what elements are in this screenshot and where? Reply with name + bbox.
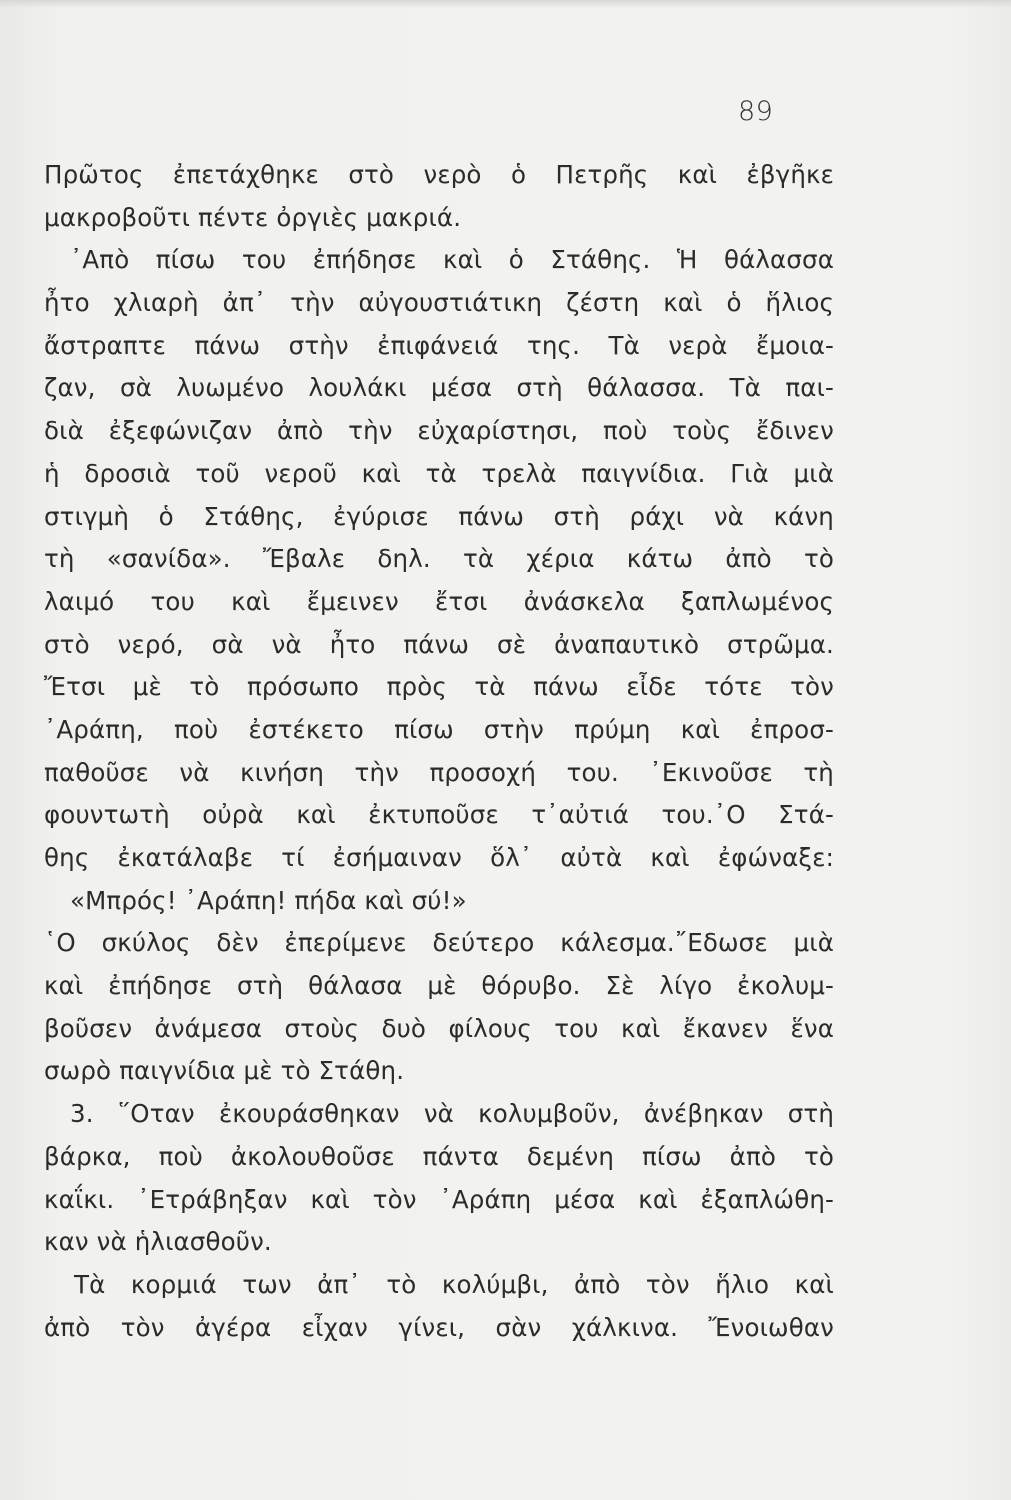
text-line: ᾿Αράπη, ποὺ ἐστέκετο πίσω στὴν πρύμη καὶ ἐπροσ- (44, 714, 834, 744)
text-line: «Μπρός! ᾿Αράπη! πήδα καὶ σύ!» (70, 885, 467, 915)
text-line: ἦτο χλιαρὴ ἀπ᾿ τὴν αὐγουστιάτικη ζέστη καὶ ὁ ἥλιος (44, 288, 834, 318)
text-line: καν νὰ ἡλιασθοῦν. (44, 1227, 272, 1257)
text-line: Πρῶτος ἐπετάχθηκε στὸ νερὸ ὁ Πετρῆς καὶ ἐβγῆκε (44, 160, 834, 189)
text-line: στιγμὴ ὁ Στάθης, ἐγύρισε πάνω στὴ ράχι νὰ κάνη (44, 501, 834, 531)
page-top-shadow (0, 0, 1011, 8)
text-line: Τὰ κορμιά των ἀπ᾿ τὸ κολύμβι, ἀπὸ τὸν ἥλιο καὶ (74, 1269, 834, 1299)
text-line: βοῦσεν ἀνάμεσα στοὺς δυὸ φίλους του καὶ ἔκανεν ἕνα (44, 1013, 834, 1043)
text-line: μακροβοῦτι πέντε ὀργιὲς μακριά. (44, 202, 462, 232)
text-line: ἄστραπτε πάνω στὴν ἐπιφάνειά της. Τὰ νερὰ ἔμοια- (44, 330, 834, 360)
text-line: στὸ νερό, σὰ νὰ ἦτο πάνω σὲ ἀναπαυτικὸ στρῶμα. (44, 629, 834, 659)
text-line: παθοῦσε νὰ κινήση τὴν προσοχή του. ᾿Εκινοῦσε τὴ (44, 757, 834, 787)
page-number: 89 (738, 96, 774, 127)
text-line: ᾿Απὸ πίσω του ἐπήδησε καὶ ὁ Στάθης. Ἡ θάλασσα (70, 245, 834, 275)
body-text (44, 154, 834, 1349)
text-line: ζαν, σὰ λυωμένο λουλάκι μέσα στὴ θάλασσα. Τὰ παι- (44, 373, 834, 403)
text-line: ἡ δροσιὰ τοῦ νεροῦ καὶ τὰ τρελὰ παιγνίδια. Γιὰ μιὰ (44, 458, 834, 488)
text-line: φουντωτὴ οὐρὰ καὶ ἐκτυποῦσε τ᾿αὐτιά του.᾿Ο Στά- (44, 800, 834, 830)
text-line: θης ἐκατάλαβε τί ἐσήμαιναν ὅλ᾿ αὐτὰ καὶ ἐφώναξε: (44, 843, 834, 872)
text-line: ῾Ο σκύλος δὲν ἐπερίμενε δεύτερο κάλεσμα.῎Εδωσε μιὰ (44, 928, 834, 958)
text-line: ἀπὸ τὸν ἀγέρα εἶχαν γίνει, σὰν χάλκινα. Ἔνοιωθαν (44, 1312, 834, 1342)
text-line: λαιμό του καὶ ἔμεινεν ἔτσι ἀνάσκελα ξαπλωμένος (44, 586, 834, 616)
text-line: βάρκα, ποὺ ἀκολουθοῦσε πάντα δεμένη πίσω ἀπὸ τὸ (44, 1141, 834, 1171)
text-line: διὰ ἐξεφώνιζαν ἀπὸ τὴν εὐχαρίστησι, ποὺ τοὺς ἔδινεν (44, 416, 834, 446)
text-line: 3. ῞Οταν ἐκουράσθηκαν νὰ κολυμβοῦν, ἀνέβηκαν στὴ (70, 1099, 834, 1129)
text-line: καΐκι. ᾿Ετράβηξαν καὶ τὸν ᾿Αράπη μέσα καὶ ἐξαπλώθη- (44, 1184, 834, 1214)
text-line: καὶ ἐπήδησε στὴ θάλασα μὲ θόρυβο. Σὲ λίγο ἐκολυμ- (44, 971, 834, 1001)
text-line: σωρὸ παιγνίδια μὲ τὸ Στάθη. (44, 1056, 405, 1086)
text-line: τὴ «σανίδα». Ἔβαλε δηλ. τὰ χέρια κάτω ἀπὸ τὸ (44, 544, 834, 574)
text-line: Ἔτσι μὲ τὸ πρόσωπο πρὸς τὰ πάνω εἶδε τότε τὸν (44, 672, 834, 702)
